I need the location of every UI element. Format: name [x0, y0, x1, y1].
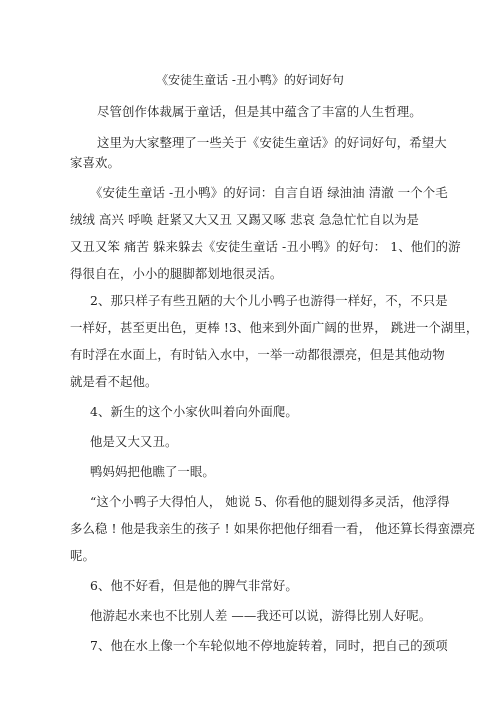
paragraph-line: 又丑又笨 痛苦 躲来躲去《安徒生童话 -丑小鸭》的好句： 1、他们的游 — [70, 239, 461, 254]
paragraph-line: 就是看不起他。 — [70, 374, 158, 389]
paragraph-line: “这个小鸭子大得怕人， 她说 5、你看他的腿划得多灵活，他浮得 — [90, 494, 450, 509]
paragraph-line: 他是又大又丑。 — [90, 434, 178, 449]
paragraph-line: 有时浮在水面上，有时钻入水中，一举一动都很漂亮，但是其他动物 — [70, 347, 445, 362]
paragraph-line: 鸭妈妈把他瞧了一眼。 — [90, 464, 215, 479]
paragraph-line: 家喜欢。 — [70, 155, 120, 170]
paragraph-line: 这里为大家整理了一些关于《安徒生童话》的好词好句，希望大 — [97, 135, 447, 150]
paragraph-line: 《安徒生童话 -丑小鸭》的好词：自言自语 绿油油 清澈 一个个毛 — [90, 185, 448, 200]
paragraph-line: 2、那只样子有些丑陋的大个儿小鸭子也游得一样好，不，不只是 — [90, 293, 448, 308]
paragraph-line: 一样好，甚至更出色，更棒 !3、他来到外面广阔的世界， 跳进一个湖里， — [70, 320, 479, 335]
paragraph-line: 7、他在水上像一个车轮似地不停地旋转着，同时，把自己的颈项 — [90, 638, 448, 653]
paragraph-line: 他游起水来也不比别人差 ——我还可以说，游得比别人好呢。 — [90, 608, 432, 623]
paragraph-line: 绒绒 高兴 呼唤 赶紧又大又丑 又踢又啄 悲哀 急急忙忙自以为是 — [70, 212, 419, 227]
paragraph-line: 多么稳 ! 他是我亲生的孩子 ! 如果你把他仔细看一看， 他还算长得蛮漂亮 — [70, 521, 476, 536]
paragraph-line: 4、新生的这个小家伙叫着向外面爬。 — [90, 404, 298, 419]
paragraph-line: 呢。 — [70, 548, 95, 563]
paragraph-line: 得很自在，小小的腿脚都划地很灵活。 — [70, 266, 283, 281]
paragraph-line: 尽管创作体裁属于童话，但是其中蕴含了丰富的人生哲理。 — [97, 104, 422, 119]
paragraph-line: 6、他不好看，但是他的脾气非常好。 — [90, 578, 298, 593]
document-title: 《安徒生童话 -丑小鸭》的好词好句 — [156, 73, 344, 87]
